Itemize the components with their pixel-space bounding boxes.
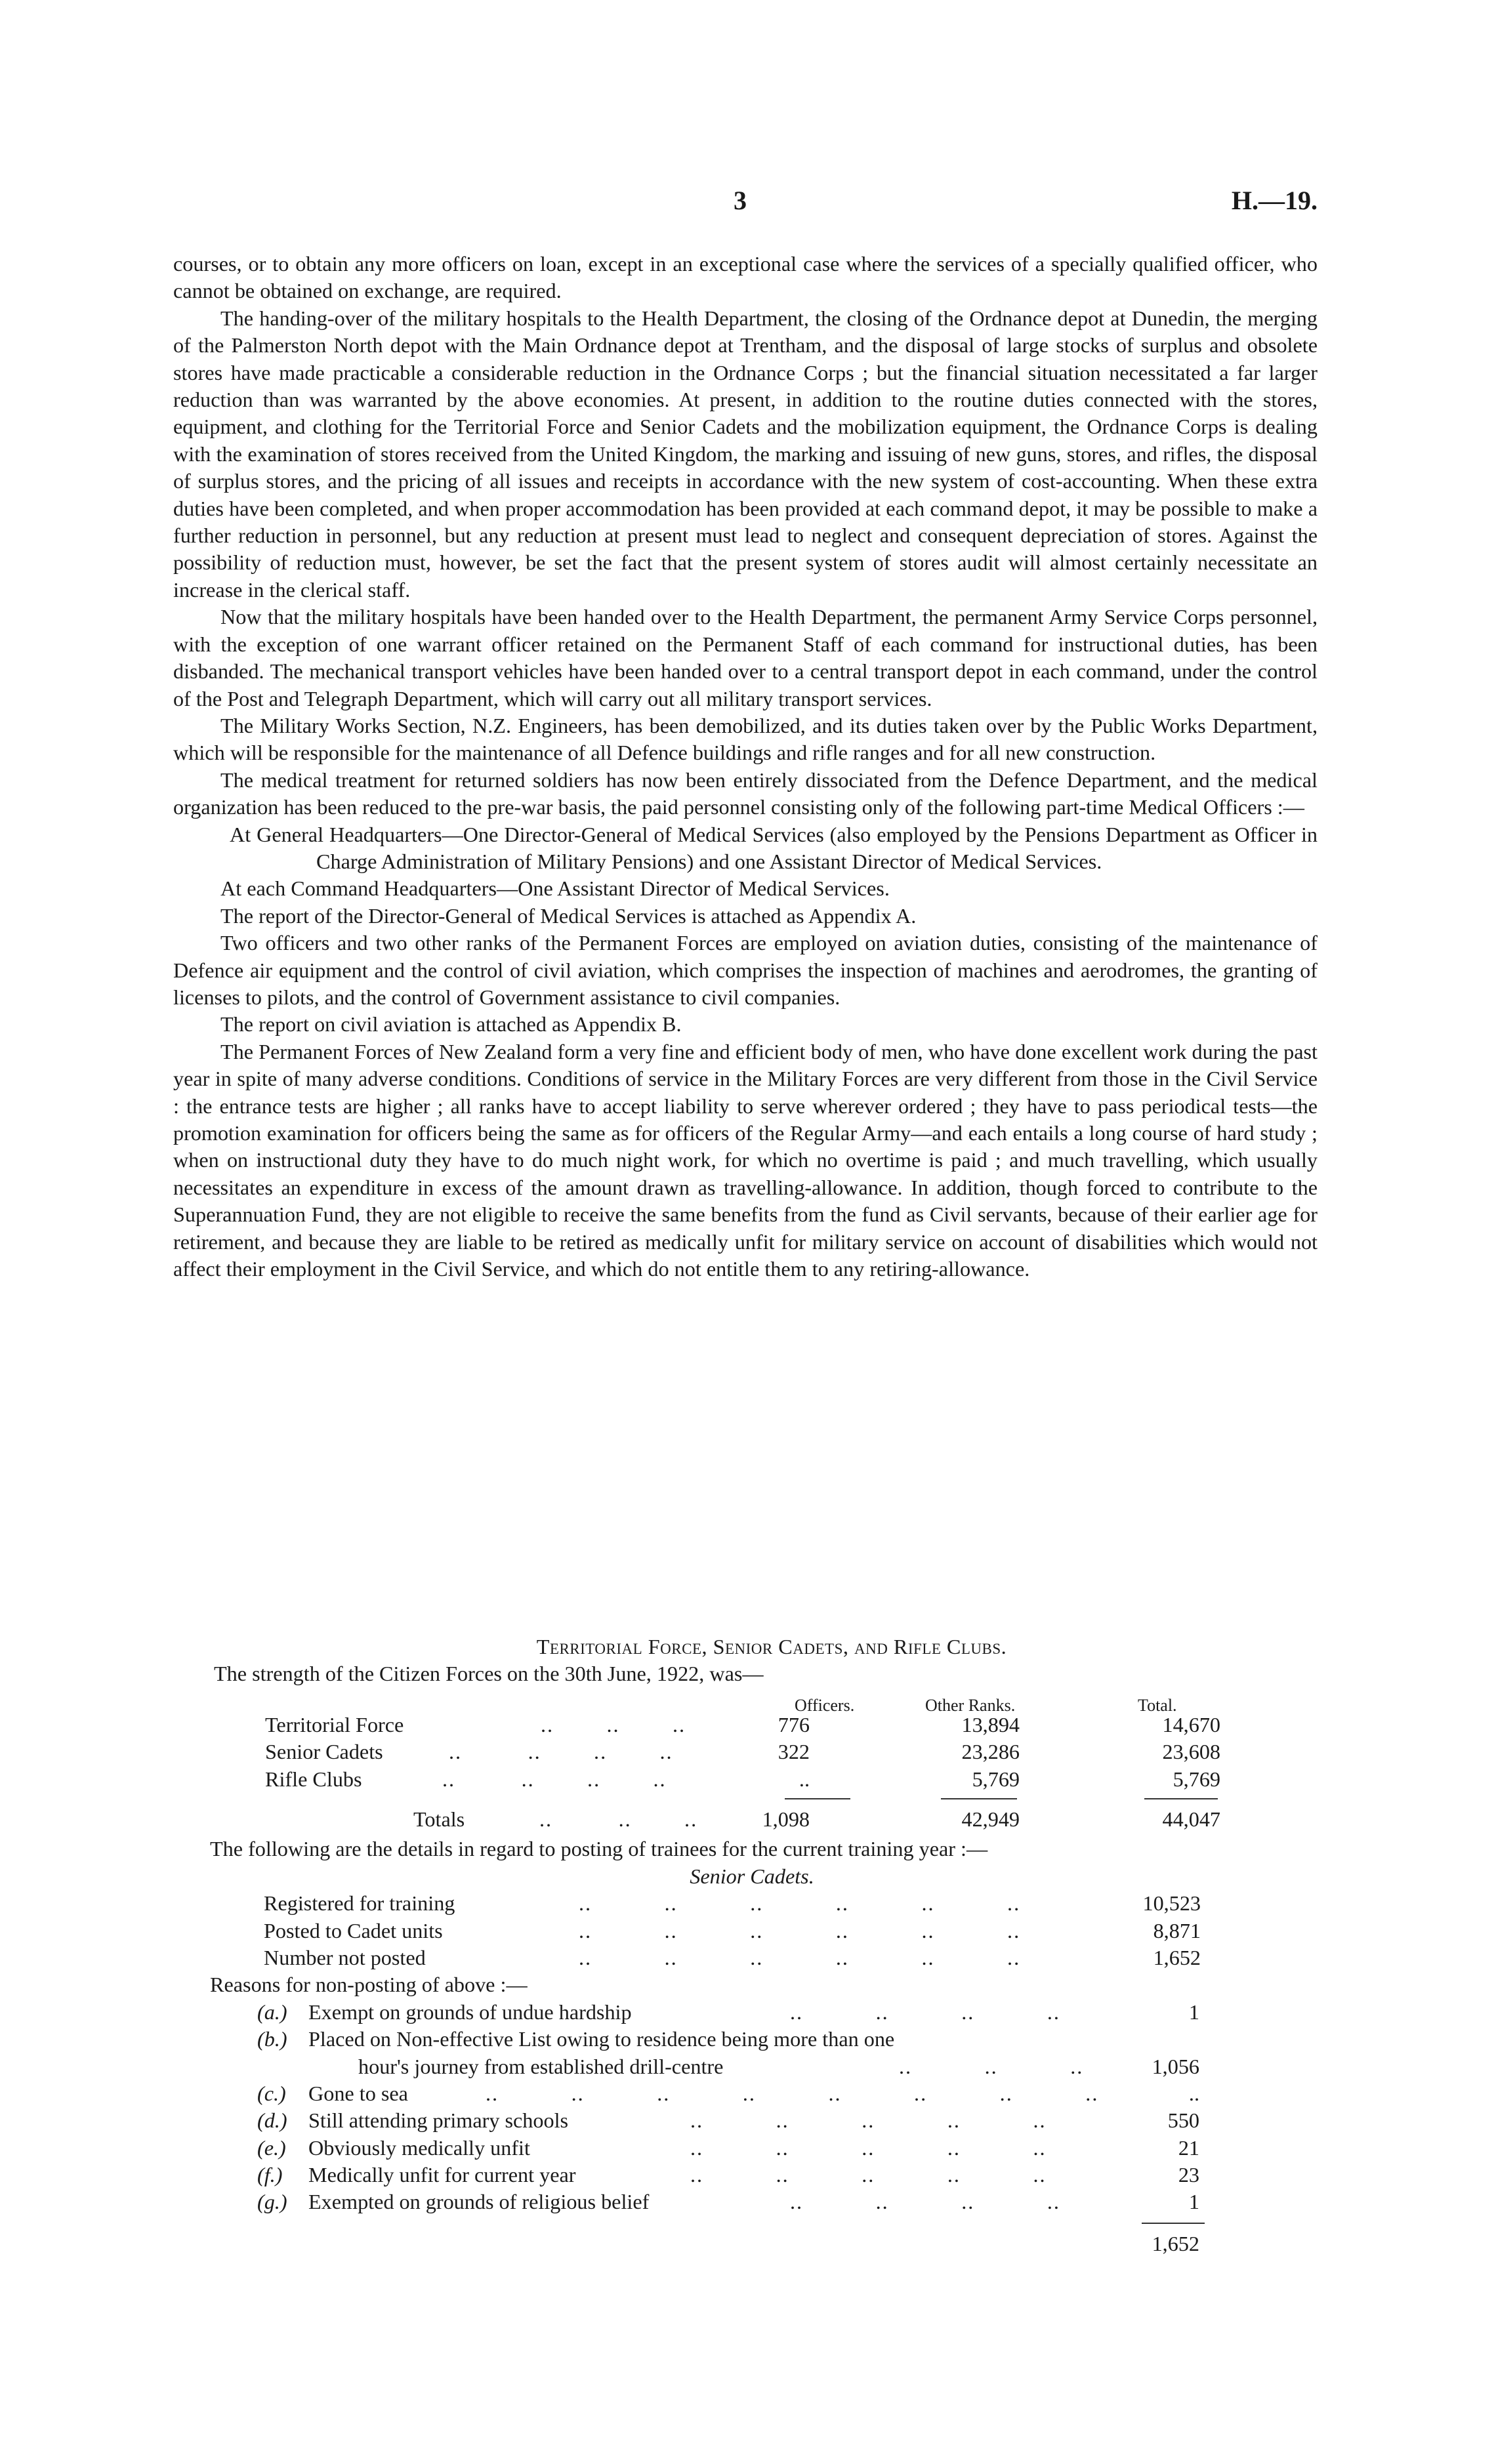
total-cell: 5,769: [1173, 1767, 1220, 1791]
table-row: [173, 1738, 1318, 1765]
reason-key: (e.): [257, 2135, 286, 2160]
leader-dots: .. .. ..: [539, 1807, 698, 1831]
reason-row: [173, 2188, 1318, 2215]
strength-intro: The strength of the Citizen Forces on the 30th June, 1922, was—: [214, 1662, 764, 1686]
value-cell: 1: [1188, 2190, 1199, 2214]
leader-dots: .. .. .. .. .. .. .. ..: [486, 2081, 1099, 2105]
other-ranks-cell: 13,894: [961, 1712, 1020, 1736]
officers-cell: 776: [778, 1712, 810, 1736]
paragraph: The report on civil aviation is attached as Appendix B.: [220, 1012, 682, 1037]
reason-row-continued: [173, 2053, 1318, 2080]
leader-dots: .. .. .. ..: [790, 2000, 1060, 2024]
row-label: Territorial Force: [265, 1712, 404, 1736]
other-ranks-cell: 5,769: [972, 1767, 1020, 1791]
paragraph: courses, or to obtain any more officers on loan, except in an exceptional case where the services of a specially qualified officer, who cannot be obtained on exchange, are required.: [173, 252, 1318, 303]
other-ranks-total: 42,949: [961, 1807, 1020, 1831]
total-rule: [1142, 2223, 1205, 2224]
reason-row: [173, 2026, 1318, 2053]
reason-row: [173, 2107, 1318, 2134]
strength-table-header: [173, 1688, 1318, 1715]
value-cell: 550: [1167, 2108, 1199, 2133]
total-rule: [785, 1798, 850, 1799]
rule-row: [173, 1793, 1318, 1806]
rule-row: [173, 2216, 1318, 2230]
section-title: Territorial Force, Senior Cadets, and Rifle Clubs.: [536, 1635, 1007, 1658]
table-row: [173, 1766, 1318, 1793]
reason-key: (a.): [257, 2000, 287, 2024]
value-cell: ..: [1188, 2081, 1199, 2105]
paragraph: The report of the Director-General of Medical Services is attached as Appendix A.: [220, 903, 917, 928]
table-row: [173, 1712, 1318, 1738]
list-item: At each Command Headquarters—One Assistant Director of Medical Services.: [220, 876, 890, 901]
total-rule: [1144, 1798, 1218, 1799]
grand-total: 44,047: [1162, 1807, 1220, 1831]
leader-dots: .. .. .. .. .. ..: [579, 1891, 1021, 1916]
paragraph: The handing-over of the military hospitals to the Health Department, the closing of the Ordnance depot at Dunedin, the merging of the Palmerston North depot with the Main Ordnance depot at Trentham, and the disposal of large stocks of surplus and obsolete stores have made practicable a considerable reduction in the Ordnance Corps ; but the financial situation necessitated a far larger reduction than was warranted by the above economies. At present, in addition to the routine duties connected with the stores, equipment, and clothing for the Territorial Force and Senior Cadets and the mobilization equipment, the Ordnance Corps is dealing with the examination of stores received from the United Kingdom, the marking and issuing of new guns, stores, and rifles, the disposal of surplus stores, and the pricing of all issues and receipts in accordance with the new system of cost-accounting. When these extra duties have been completed, and when proper accommodation has been provided at each command depot, it may be possible to make a further reduction in personnel, but any reduction at present must lead to neglect and consequent depreciation of stores. Against the possibility of reduction must, however, be set the fact that the present system of stores audit will almost certainly necessitate an increase in the clerical staff.: [173, 306, 1318, 602]
reason-label: Exempted on grounds of religious belief: [308, 2190, 650, 2214]
leader-dots: .. .. .. .. ..: [690, 2163, 1047, 2187]
reason-key: (d.): [257, 2108, 287, 2133]
leader-dots: .. .. .. .. ..: [690, 2135, 1047, 2160]
reason-row: [173, 2080, 1318, 2107]
reason-label: Placed on Non-effective List owing to residence being more than one: [308, 2027, 895, 2051]
reason-key: (b.): [257, 2027, 287, 2051]
reason-label: Gone to sea: [308, 2081, 408, 2105]
value-cell: 10,523: [1142, 1891, 1201, 1916]
row-label: Registered for training: [264, 1891, 455, 1916]
body-text: [173, 251, 1318, 1283]
paragraph: Two officers and two other ranks of the Permanent Forces are employed on aviation duties, consisting of the maintenance of Defence air equipment and the control of civil aviation, which comprises the inspection of machines and aerodromes, the granting of licenses to pilots, and the control of Government assistance to civil companies.: [173, 931, 1318, 1009]
row-label: Senior Cadets: [265, 1740, 383, 1764]
other-ranks-cell: 23,286: [961, 1740, 1020, 1764]
reasons-label: Reasons for non-posting of above :—: [210, 1973, 528, 1997]
totals-row: [173, 1806, 1318, 1833]
reasons-total: 1,652: [1152, 2231, 1199, 2255]
citizen-forces-section: [173, 1633, 1318, 2257]
value-cell: 1,056: [1152, 2054, 1199, 2078]
total-rule: [941, 1798, 1017, 1799]
reason-key: (c.): [257, 2081, 286, 2105]
totals-label: Totals: [413, 1807, 465, 1831]
reason-row: [173, 1999, 1318, 2026]
value-cell: 1: [1188, 2000, 1199, 2024]
leader-dots: .. .. ..: [899, 2054, 1084, 2078]
value-cell: 23: [1178, 2163, 1199, 2187]
reason-row: [173, 2162, 1318, 2188]
list-item: At General Headquarters—One Director-General of Medical Services (also employed by the Pensions Department as Officer in Charge Administration of Military Pensions) and one Assistant Director of Medical Services.: [230, 822, 1318, 873]
posting-row: [173, 1918, 1318, 1944]
leader-dots: .. .. .. .. ..: [690, 2108, 1047, 2133]
column-header: Total.: [1138, 1695, 1177, 1715]
value-cell: 1,652: [1153, 1945, 1201, 1969]
reason-key: (g.): [257, 2190, 287, 2214]
reason-key: (f.): [257, 2163, 283, 2187]
paragraph: Now that the military hospitals have been handed over to the Health Department, the permanent Army Service Corps personnel, with the exception of one warrant officer retained on the Permanent Staff of each command for instructional duties, has been disbanded. The mechanical transport vehicles have been handed over to a central transport depot in each command, under the control of the Post and Telegraph Department, which will carry out all military transport services.: [173, 605, 1318, 710]
officers-cell: 322: [778, 1740, 810, 1764]
leader-dots: .. .. .. .. .. ..: [579, 1918, 1021, 1942]
value-cell: 21: [1178, 2135, 1199, 2160]
column-header: Other Ranks.: [925, 1695, 1016, 1715]
reasons-label-row: [173, 1971, 1318, 1998]
reason-label: Obviously medically unfit: [308, 2135, 530, 2160]
leader-dots: .. .. .. ..: [790, 2190, 1060, 2214]
paragraph: The medical treatment for returned soldiers has now been entirely dissociated from the Defence Department, and the medical organization has been reduced to the pre-war basis, the paid personnel consisting only of the following part-time Medical Officers :—: [173, 768, 1318, 819]
total-cell: 14,670: [1162, 1712, 1220, 1736]
paragraph: The Permanent Forces of New Zealand form a very fine and efficient body of men, who have done excellent work during the past year in spite of many adverse conditions. Conditions of service in the Military Forces are very different from those in the Civil Service : the entrance tests are higher ; all ranks have to accept liability to serve wherever ordered ; they have to pass periodical tests—the promotion examination for officers being the same as for officers of the Regular Army—and each entails a long course of hard study ; when on instructional duty they have to do much night work, for which no overtime is paid ; and much travelling, which usually necessitates an expenditure in excess of the amount drawn as travelling-allowance. In addition, though forced to contribute to the Superannuation Fund, they are not eligible to receive the same benefits from the fund as Civil servants, because of their earlier age for retirement, and because they are liable to be retired as medically unfit for military service on account of disabilities which would not affect their employment in the Civil Service, and which do not entitle them to any retiring-allowance.: [173, 1039, 1318, 1281]
subheading: Senior Cadets.: [690, 1864, 814, 1888]
document-code: H.—19.: [1231, 186, 1318, 215]
officers-total: 1,098: [762, 1807, 810, 1831]
reason-label: Still attending primary schools: [308, 2108, 569, 2133]
posting-row: [173, 1944, 1318, 1971]
reason-row: [173, 2135, 1318, 2162]
posting-intro: The following are the details in regard to posting of trainees for the current training year :—: [210, 1837, 988, 1861]
leader-dots: .. .. .. ..: [449, 1740, 673, 1764]
reason-label: Medically unfit for current year: [308, 2163, 576, 2187]
row-label: Number not posted: [264, 1945, 426, 1969]
total-cell: 23,608: [1162, 1740, 1220, 1764]
paragraph: The Military Works Section, N.Z. Engineers, has been demobilized, and its duties taken over by the Public Works Department, which will be responsible for the maintenance of all Defence buildings and rifle ranges and for all new construction.: [173, 713, 1318, 765]
row-label: Rifle Clubs: [265, 1767, 362, 1791]
row-label: Posted to Cadet units: [264, 1918, 443, 1942]
page-number: 3: [734, 186, 747, 215]
leader-dots: .. .. .. .. .. ..: [579, 1945, 1021, 1969]
column-header: Officers.: [795, 1695, 855, 1715]
reason-label-continued: hour's journey from established drill-centre: [358, 2054, 724, 2078]
leader-dots: .. .. .. ..: [442, 1767, 667, 1791]
reason-label: Exempt on grounds of undue hardship: [308, 2000, 632, 2024]
leader-dots: .. .. ..: [541, 1712, 686, 1736]
posting-row: [173, 1890, 1318, 1917]
value-cell: 8,871: [1153, 1918, 1201, 1942]
officers-cell: ..: [799, 1767, 810, 1791]
page-header: [0, 185, 1496, 224]
reasons-total-row: [173, 2230, 1318, 2257]
